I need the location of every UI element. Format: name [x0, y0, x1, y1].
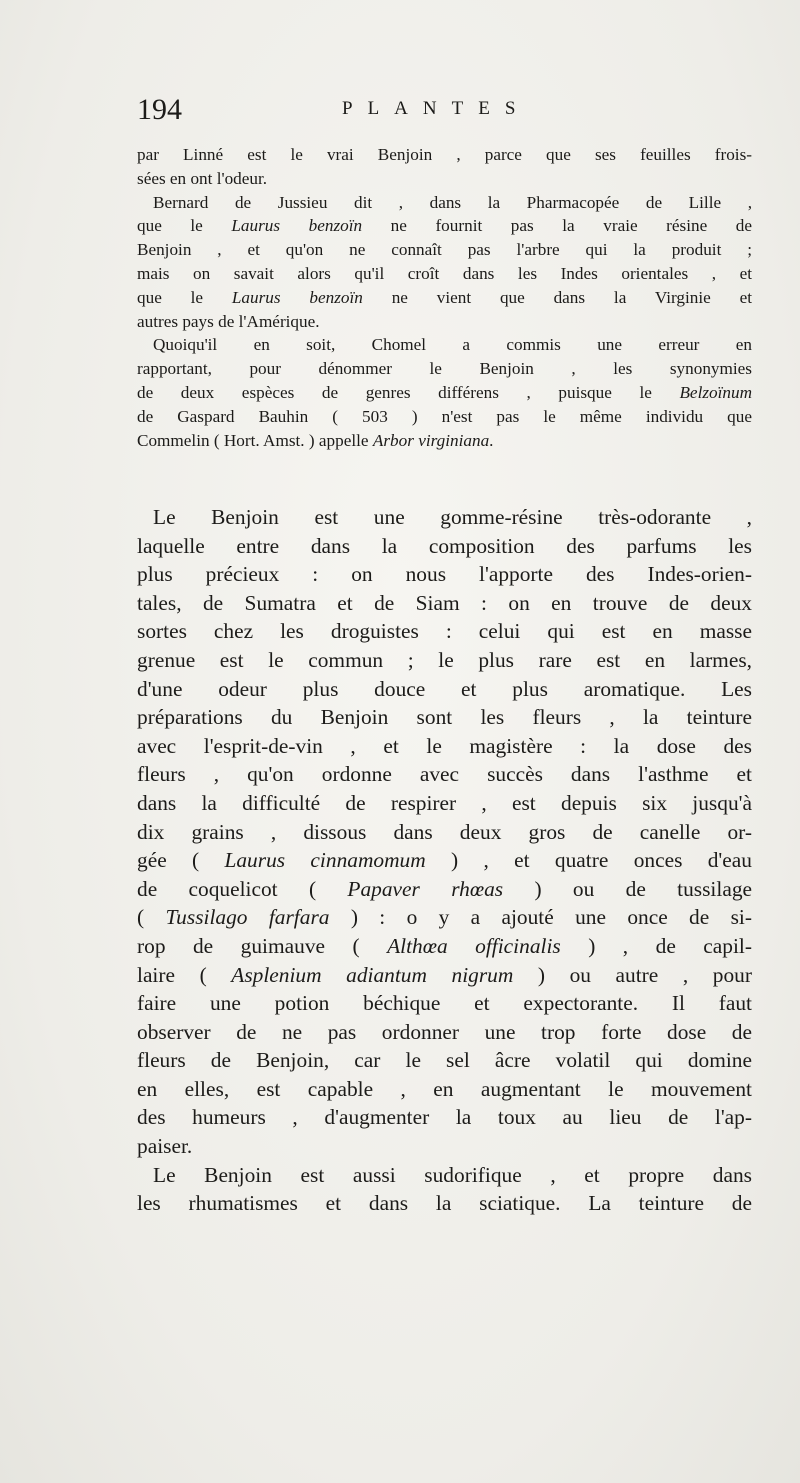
text-line: Le Benjoin est une gomme-résine très-odorante ,	[153, 505, 752, 529]
text-line: faire une potion béchique et expectorante. Il faut	[137, 991, 752, 1016]
text-line: rapportant, pour dénommer le Benjoin , les synonymies	[137, 359, 752, 379]
text-line: sées en ont l'odeur.	[137, 168, 268, 188]
text-line: sortes chez les droguistes : celui qui est en masse	[137, 619, 752, 644]
text-line: des humeurs , d'augmenter la toux au lieu de l'ap-	[137, 1105, 752, 1130]
text-line: grenue est le commun ; le plus rare est en larmes,	[137, 647, 752, 672]
text-line: Commelin ( Hort. Amst. ) appelle Arbor virginiana.	[137, 430, 494, 450]
text-line: fleurs de Benjoin, car le sel âcre volatil qui domine	[137, 1048, 752, 1073]
text-line: par Linné est le vrai Benjoin , parce que ses feuilles frois-	[137, 145, 752, 164]
text-line: tales, de Sumatra et de Siam : on en trouve de deux	[137, 590, 752, 615]
text-line: ( Tussilago farfara ) : o y a ajouté une once de si-	[137, 905, 752, 930]
text-line: rop de guimauve ( Althœa officinalis ) , de capil-	[137, 933, 752, 958]
text-line: mais on savait alors qu'il croît dans les Indes orientales , et	[137, 263, 752, 283]
large-text-block	[137, 503, 752, 1218]
text-line: dans la difficulté de respirer , est depuis six jusqu'à	[137, 790, 752, 815]
text-line: plus précieux : on nous l'apporte des Indes-orien-	[137, 562, 752, 587]
small-text-block	[137, 143, 752, 452]
text-line: laire ( Asplenium adiantum nigrum ) ou autre , pour	[137, 962, 752, 987]
text-line: laquelle entre dans la composition des parfums les	[137, 533, 752, 558]
text-line: dix grains , dissous dans deux gros de canelle or-	[137, 819, 752, 844]
page-number: 194	[137, 93, 182, 126]
text-line: paiser.	[137, 1134, 193, 1159]
text-line: gée ( Laurus cinnamomum ) , et quatre onces d'eau	[137, 848, 752, 873]
text-line: avec l'esprit-de-vin , et le magistère : la dose des	[137, 733, 752, 758]
text-line: autres pays de l'Amérique.	[137, 311, 320, 331]
text-line: Le Benjoin est aussi sudorifique , et propre dans	[153, 1162, 752, 1187]
text-line: que le Laurus benzoïn ne fournit pas la vraie résine de	[137, 216, 752, 236]
text-line: que le Laurus benzoïn ne vient que dans la Virginie et	[137, 287, 752, 307]
text-line: d'une odeur plus douce et plus aromatique. Les	[137, 676, 752, 701]
text-line: de Gaspard Bauhin ( 503 ) n'est pas le même individu que	[137, 406, 752, 426]
text-line: les rhumatismes et dans la sciatique. La teinture de	[137, 1191, 752, 1216]
text-line: Bernard de Jussieu dit , dans la Pharmacopée de Lille ,	[153, 192, 752, 212]
text-line: préparations du Benjoin sont les fleurs , la teinture	[137, 705, 752, 730]
running-title: PLANTES	[342, 98, 531, 119]
page-header	[137, 92, 757, 132]
text-line: fleurs , qu'on ordonne avec succès dans l'asthme et	[137, 762, 752, 787]
text-line: de coquelicot ( Papaver rhœas ) ou de tussilage	[137, 876, 753, 901]
text-line: Quoiqu'il en soit, Chomel a commis une erreur en	[153, 335, 752, 355]
text-line: en elles, est capable , en augmentant le mouvement	[137, 1076, 752, 1101]
text-line: Benjoin , et qu'on ne connaît pas l'arbre qui la produit ;	[137, 240, 752, 260]
text-line: de deux espèces de genres différens , puisque le Belzoïnum	[137, 382, 752, 402]
text-line: observer de ne pas ordonner une trop forte dose de	[137, 1019, 752, 1044]
